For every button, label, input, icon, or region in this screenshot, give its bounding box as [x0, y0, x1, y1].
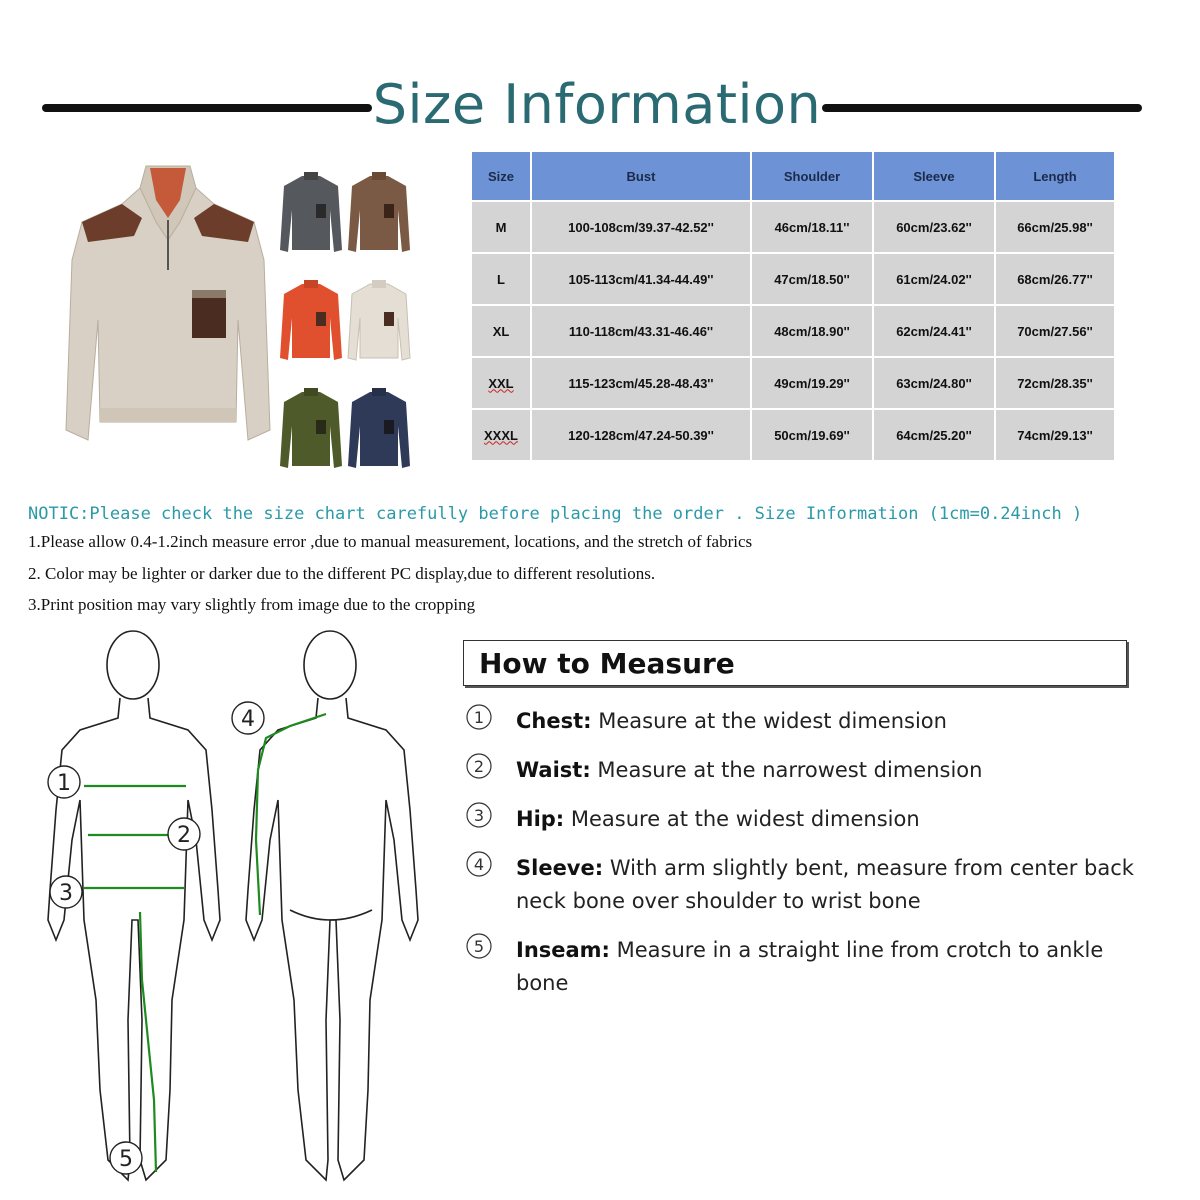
marker-2-label: 2 — [177, 823, 191, 848]
measure-item-desc: Measure at the narrowest dimension — [590, 758, 983, 782]
cell-shoulder: 49cm/19.29'' — [752, 358, 872, 408]
cell-size-text: XXL — [488, 375, 514, 391]
measure-item-label: Inseam: — [516, 938, 610, 962]
cell-size — [472, 410, 530, 460]
table-row — [472, 358, 1114, 408]
table-row — [472, 306, 1114, 356]
measure-item-desc: Measure at the widest dimension — [564, 807, 920, 831]
cell-length: 74cm/29.13'' — [996, 410, 1114, 460]
circled-number-icon — [465, 932, 493, 960]
table-row — [472, 254, 1114, 304]
title-rule-right — [822, 104, 1142, 112]
measure-item-text — [516, 754, 1156, 787]
sweater-variant-grey — [278, 170, 344, 256]
cell-sleeve: 60cm/23.62'' — [874, 202, 994, 252]
cell-size: L — [472, 254, 530, 304]
cell-bust: 100-108cm/39.37-42.52'' — [532, 202, 750, 252]
cell-sleeve: 63cm/24.80'' — [874, 358, 994, 408]
sweater-variant-cream — [346, 278, 412, 364]
note-3: 3.Print position may vary slightly from image due to the cropping — [28, 595, 476, 614]
header-sleeve: Sleeve — [874, 152, 994, 200]
body-measure-figures — [0, 620, 440, 1200]
table-header-row — [472, 152, 1114, 200]
header-bust: Bust — [532, 152, 750, 200]
svg-text:1: 1 — [473, 708, 485, 727]
header-shoulder: Shoulder — [752, 152, 872, 200]
cell-shoulder: 50cm/19.69'' — [752, 410, 872, 460]
circled-number-icon — [465, 801, 493, 829]
measure-item-text — [516, 705, 1156, 738]
cell-length: 68cm/26.77'' — [996, 254, 1114, 304]
marker-5-label: 5 — [119, 1147, 133, 1172]
marker-3-label: 3 — [59, 881, 73, 906]
back-figure-hip-curve — [290, 910, 372, 920]
sweater-variant-olive — [278, 386, 344, 472]
cell-bust: 105-113cm/41.34-44.49'' — [532, 254, 750, 304]
how-to-measure-header — [463, 640, 1127, 686]
back-figure-head — [304, 631, 356, 699]
cell-size — [472, 358, 530, 408]
circled-number-icon — [465, 703, 493, 731]
size-table — [470, 150, 1116, 462]
sweater-variant-navy — [346, 386, 412, 472]
notice-text: NOTIC:Please check the size chart carefully before placing the order . Size Information (1cm=0.24inch ) — [28, 504, 1083, 524]
table-row — [472, 202, 1114, 252]
how-to-measure-title: How to Measure — [479, 647, 735, 680]
cell-shoulder: 47cm/18.50'' — [752, 254, 872, 304]
table-row — [472, 410, 1114, 460]
measure-item-label: Chest: — [516, 709, 592, 733]
svg-text:5: 5 — [473, 937, 485, 956]
cell-length: 70cm/27.56'' — [996, 306, 1114, 356]
note-2: 2. Color may be lighter or darker due to the different PC display,due to different resolutions. — [28, 564, 656, 583]
note-1: 1.Please allow 0.4-1.2inch measure error ,due to manual measurement, locations, and the stretch of fabrics — [28, 532, 753, 551]
measure-item-text — [516, 803, 1156, 836]
cell-bust: 120-128cm/47.24-50.39'' — [532, 410, 750, 460]
measure-item-desc: Measure at the widest dimension — [591, 709, 947, 733]
header-size: Size — [472, 152, 530, 200]
header-length: Length — [996, 152, 1114, 200]
measure-item-label: Waist: — [516, 758, 591, 782]
sweater-variant-brown — [346, 170, 412, 256]
front-figure-head — [107, 631, 159, 699]
cell-sleeve: 61cm/24.02'' — [874, 254, 994, 304]
sleeve-line — [256, 714, 326, 915]
cell-length: 72cm/28.35'' — [996, 358, 1114, 408]
measure-item-label: Sleeve: — [516, 856, 604, 880]
marker-4-label: 4 — [241, 707, 255, 732]
svg-text:4: 4 — [473, 855, 485, 874]
back-figure-body — [246, 698, 418, 1180]
svg-text:3: 3 — [473, 806, 485, 825]
cell-shoulder: 46cm/18.11'' — [752, 202, 872, 252]
sweater-main-image — [62, 160, 274, 455]
cell-sleeve: 64cm/25.20'' — [874, 410, 994, 460]
cell-sleeve: 62cm/24.41'' — [874, 306, 994, 356]
cell-bust: 115-123cm/45.28-48.43'' — [532, 358, 750, 408]
svg-text:2: 2 — [473, 757, 485, 776]
marker-1-label: 1 — [57, 771, 71, 796]
cell-size: XL — [472, 306, 530, 356]
measure-item-text — [516, 934, 1116, 1000]
measure-item-label: Hip: — [516, 807, 565, 831]
cell-length: 66cm/25.98'' — [996, 202, 1114, 252]
measure-item-desc: Measure in a straight line from crotch to ankle bone — [516, 938, 1104, 995]
measure-item-desc: With arm slightly bent, measure from center back neck bone over shoulder to wrist bone — [516, 856, 1134, 913]
cell-size: M — [472, 202, 530, 252]
title-rule-left — [42, 104, 372, 112]
cell-shoulder: 48cm/18.90'' — [752, 306, 872, 356]
circled-number-icon — [465, 752, 493, 780]
page-title: Size Information — [372, 73, 822, 136]
measure-item-text — [516, 852, 1136, 918]
circled-number-icon — [465, 850, 493, 878]
cell-bust: 110-118cm/43.31-46.46'' — [532, 306, 750, 356]
cell-size-text: XXXL — [484, 427, 518, 443]
sweater-variant-orange — [278, 278, 344, 364]
